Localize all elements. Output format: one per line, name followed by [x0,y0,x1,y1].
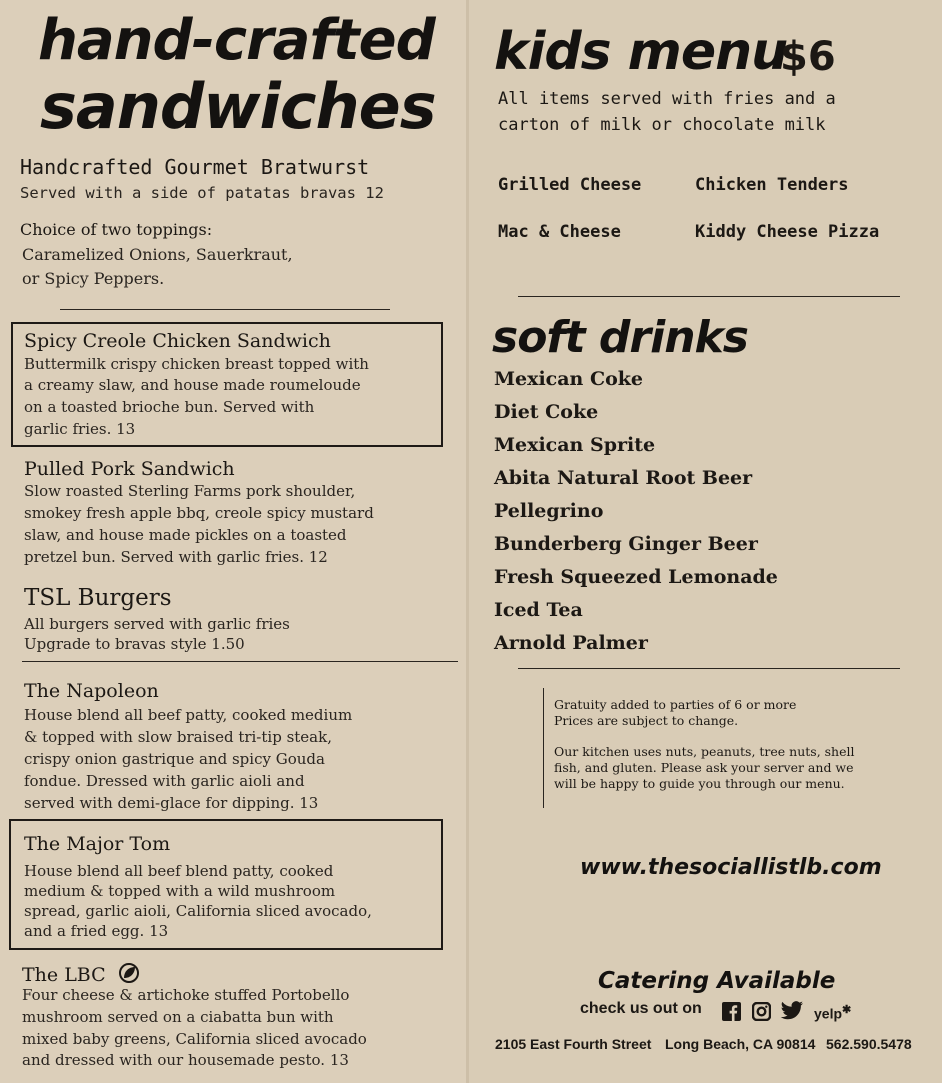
pork-line: pretzel bun. Served with garlic fries. 12 [24,548,328,566]
napoleon-line: crispy onion gastrique and spicy Gouda [24,750,325,768]
sandwiches-title-line2: sandwiches [40,70,436,143]
bratwurst-desc: Served with a side of patatas bravas 12 [20,184,384,202]
lbc-line: mushroom served on a ciabatta bun with [22,1008,334,1026]
pork-name: Pulled Pork Sandwich [24,458,235,480]
drink-item: Mexican Coke [494,368,644,390]
divider [518,668,900,669]
catering-heading: Catering Available [598,968,836,994]
pork-line: Slow roasted Sterling Farms pork shoulder, [24,482,356,500]
drink-item: Iced Tea [494,599,583,621]
napoleon-line: & topped with slow braised tri-tip steak, [24,728,332,746]
kids-item: Chicken Tenders [695,175,849,195]
notes-bar [543,688,544,808]
allergy-line: fish, and gluten. Please ask your server and we [554,760,854,775]
toppings-heading: Choice of two toppings: [20,220,213,239]
creole-line: a creamy slaw, and house made roumeloude [24,376,361,394]
allergy-line: will be happy to guide you through our menu. [554,776,845,791]
burgers-name: TSL Burgers [24,585,172,611]
kids-sub-line1: All items served with fries and a [498,89,836,109]
city: Long Beach, CA 90814 [665,1036,816,1052]
check-us-label: check us out on [580,1000,702,1017]
address: 2105 East Fourth Street [495,1036,652,1052]
pork-line: slaw, and house made pickles on a toasted [24,526,347,544]
drink-item: Arnold Palmer [494,632,648,654]
note-line: Prices are subject to change. [554,713,739,728]
kids-item: Kiddy Cheese Pizza [695,222,880,242]
kids-sub-line2: carton of milk or chocolate milk [498,115,826,135]
toppings-line2: or Spicy Peppers. [22,269,165,288]
napoleon-name: The Napoleon [24,680,159,702]
lbc-name: The LBC [22,964,106,986]
majortom-name: The Major Tom [24,833,171,855]
burgers-line: Upgrade to bravas style 1.50 [24,635,245,653]
kids-item: Mac & Cheese [498,222,621,242]
majortom-line: spread, garlic aioli, California sliced avocado, [24,902,372,920]
divider [22,661,458,662]
toppings-line1: Caramelized Onions, Sauerkraut, [22,245,293,264]
kids-menu-title: kids menu [494,22,788,82]
creole-line: garlic fries. 13 [24,420,136,438]
note-line: Gratuity added to parties of 6 or more [554,697,797,712]
soft-drinks-title: soft drinks [492,312,748,363]
kids-menu-price: $6 [780,34,836,80]
napoleon-line: fondue. Dressed with garlic aioli and [24,772,305,790]
napoleon-line: served with demi-glace for dipping. 13 [24,794,319,812]
drink-item: Mexican Sprite [494,434,656,456]
yelp-icon[interactable]: yelp✱ [814,1004,852,1022]
phone[interactable]: 562.590.5478 [826,1036,912,1052]
facebook-icon[interactable] [722,1002,741,1025]
bratwurst-name: Handcrafted Gourmet Bratwurst [20,155,370,179]
drink-item: Fresh Squeezed Lemonade [494,566,778,588]
divider [60,309,390,310]
lbc-line: Four cheese & artichoke stuffed Portobello [22,986,350,1004]
creole-name: Spicy Creole Chicken Sandwich [24,330,331,352]
yelp-label: yelp [814,1005,843,1022]
sandwiches-title-line1: hand-crafted [38,8,435,73]
drink-item: Diet Coke [494,401,599,423]
majortom-line: medium & topped with a wild mushroom [24,882,336,900]
majortom-line: and a fried egg. 13 [24,922,169,940]
drink-item: Bunderberg Ginger Beer [494,533,758,555]
creole-line: Buttermilk crispy chicken breast topped with [24,355,369,373]
drink-item: Pellegrino [494,500,604,522]
instagram-icon[interactable] [752,1002,771,1025]
twitter-icon[interactable] [780,1001,804,1025]
kids-item: Grilled Cheese [498,175,642,195]
allergy-line: Our kitchen uses nuts, peanuts, tree nuts, shell [554,744,855,759]
page-fold [466,0,469,1083]
napoleon-line: House blend all beef patty, cooked medium [24,706,353,724]
lbc-line: mixed baby greens, California sliced avocado [22,1030,367,1048]
creole-line: on a toasted brioche bun. Served with [24,398,315,416]
lbc-line: and dressed with our housemade pesto. 13 [22,1051,349,1069]
burgers-line: All burgers served with garlic fries [24,615,290,633]
website-link[interactable]: www.thesociallistlb.com [580,855,882,880]
majortom-line: House blend all beef blend patty, cooked [24,862,334,880]
divider [518,296,900,297]
drink-item: Abita Natural Root Beer [494,467,753,489]
pork-line: smokey fresh apple bbq, creole spicy mustard [24,504,374,522]
